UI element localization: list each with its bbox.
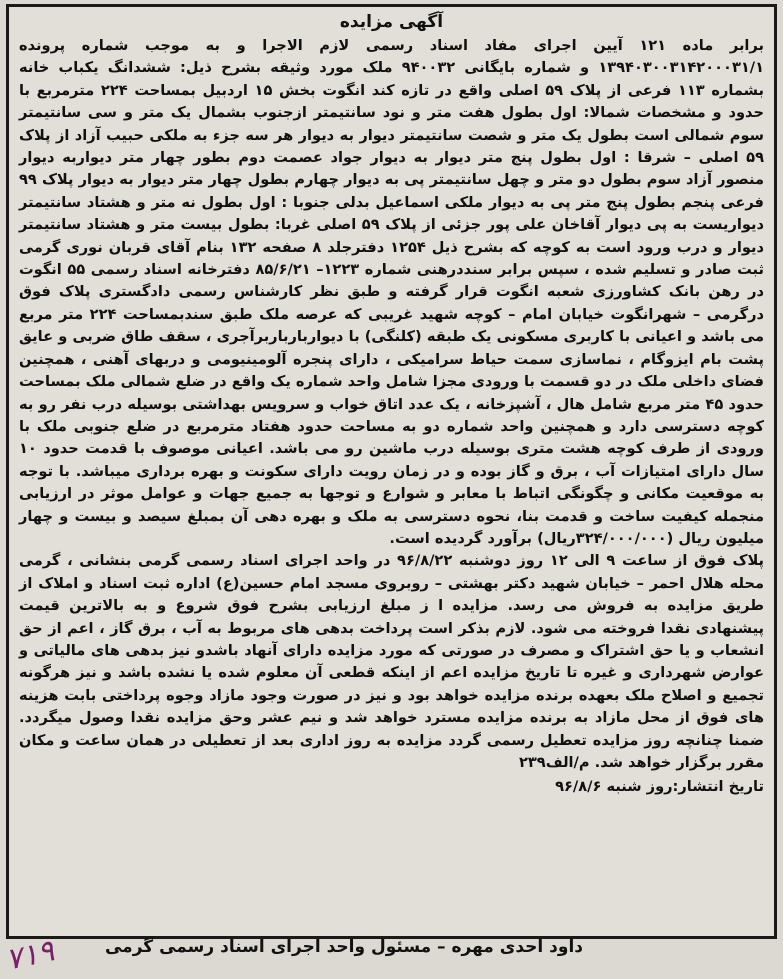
notice-paragraph-1: برابر ماده ۱۲۱ آیین اجرای مفاد اسناد رسمی لازم الاجرا و به موجب شماره پرونده ۱۳۹۴۰۳۰۰۳۱۴۲۰۰۰۳۱/۱ و شماره بایگانی ۹۴۰۰۳۲ ملک مورد وثیقه بشرح ذیل: ششدانگ یکباب خانه بشماره ۱۱۳ فرعی از پلاک ۵۹ اصلی واقع در تازه کند انگوت بخش ۱۵ اردبیل بمساحت ۲۲۴ مترمربع با حدود و مشخصات شمالا: اول بطول هفت متر و نود سانتیمتر ازجنوب بشمال یک متر و سی سانتیمتر سوم شمالی است بطول یک متر و شصت سانتیمتر دیوار به دیوار هر سه جزء به ملکی حبیب آزاد از پلاک ۵۹ اصلی – شرقا : اول بطول پنج متر دیوار به دیوار جواد عصمت دوم بطور چهار متر دیواربه دیوار منصور آزاد سوم بطول دو متر و چهل سانتیمتر پی به دیوار چهارم بطول چهار متر دیوار به دیوار پلاک ۹۹ فرعی پنجم بطول پنج متر پی به دیوار ملکی اسماعیل بدلی جنوبا : اول بطول نه متر و هشتاد سانتیمتر دیواریست به پی دیوار آقاخان علی پور جزئی از پلاک ۵۹ اصلی غربا: بطول بیست متر و هشتاد سانتیمتر دیوار و درب ورود است به کوچه که بشرح ذیل ۱۲۵۴ دفترجلد ۸ صفحه ۱۳۲ بنام آقای قربان نوری گرمی ثبت صادر و تسلیم شده ، سپس برابر سنددرهنی شماره ۱۲۲۳– ۸۵/۶/۲۱ دفترخانه اسناد رسمی ۵۵ انگوت در رهن بانک کشاورزی شعبه انگوت قرار گرفته و طبق نظر کارشناس رسمی دادگستری پلاک فوق درگرمی – شهرانگوت خیابان امام – کوچه شهید غریبی که عرصه ملک طبق سندبمساحت ۲۲۴ متر مربع می باشد و اعیانی با کاربری مسکونی یک طبقه (کلنگی) با دیواربارباربرآجری ، سقف طاق ضربی و عایق پشت بام ایزوگام ، نماسازی سمت حیاط سرامیکی ، دارای پنجره آلومینیومی و دربهای آهنی ، همچنین فضای داخلی ملک در دو قسمت با ورودی مجزا شامل واحد شماره یک واقع در ضلع شمالی ملک بمساحت حدود ۴۵ متر مربع شامل هال ، آشپزخانه ، یک عدد اتاق خواب و سرویس بهداشتی بوسیله درب نفر رو به کوچه دسترسی دارد و همچنین واحد شماره دو به مساحت حدود هفتاد مترمربع در ضلع جنوبی ملک با ورودی از طرف کوچه هشت متری بوسیله درب ماشین رو می باشد. اعیانی موصوف با قدمت حدود ۱۰ سال دارای امتیازات آب ، برق و گاز بوده و در زمان رویت دارای سکونت و بهره برداری میباشد. با توجه به موقعیت مکانی و چگونگی اتباط با معابر و شوارع و توجها به جمیع جهات و عوامل موثر در ارزیابی منجمله کیفیت ساخت و قدمت بنا، نحوه دسترسی به ملک و بهره دهی آن بمبلغ سیصد و بیست و چهار میلیون ریال (۳۲۴/۰۰۰/۰۰۰ریال) برآورد گردیده است. <box>19 37 765 547</box>
notice-title: آگهی مزایده <box>339 12 444 32</box>
signature-line: داود احدی مهره – مسئول واحد اجرای اسناد رسمی گرمی <box>104 937 583 957</box>
auction-notice-box <box>6 4 777 939</box>
notice-paragraph-2: پلاک فوق از ساعت ۹ الی ۱۲ روز دوشنبه ۹۶/۸/۲۲ در واحد اجرای اسناد رسمی گرمی بنشانی ، گرمی محله هلال احمر – خیابان شهید دکتر بهشتی – روبروی مسجد امام حسین(ع) اداره ثبت اسناد و املاک از طریق مزایده به فروش می رسد. مزایده ا ز مبلغ ارزیابی بشرح فوق شروع و به بالاترین قیمت پیشنهادی نقدا فروخته می شود. لازم بذکر است پرداخت بدهی های مربوط به آب ، برق گاز ، اعم از حق انشعاب و یا حق اشتراک و مصرف در صورتی که مورد مزایده دارای آنهاد باشدو نیز بدهی های مالیاتی و عوارض شهرداری و غیره تا تاریخ مزایده اعم از اینکه قطعی آن معلوم شده یا نشده باشد و نیز هرگونه تجمیع و اصلاح ملک بعهده برنده مزایده خواهد بود و نیز در صورت وجود مازاد وجوه پرداختی بابت هزینه های فوق از محل مازاد به برنده مزایده مسترد خواهد شد و نیم عشر وحق مزایده نقدا وصول میگردد. ضمنا چنانچه روز مزایده تعطیل رسمی گردد مزایده به روز اداری بعد از تعطیلی در همان ساعت و مکان مقرر برگزار خواهد شد. م/الف۲۳۹ <box>19 552 765 771</box>
handwritten-page-number: ۷۱۹ <box>2 933 58 978</box>
publish-date: تاریخ انتشار:روز شنبه ۹۶/۸/۶ <box>555 778 764 796</box>
notice-body <box>19 35 764 774</box>
